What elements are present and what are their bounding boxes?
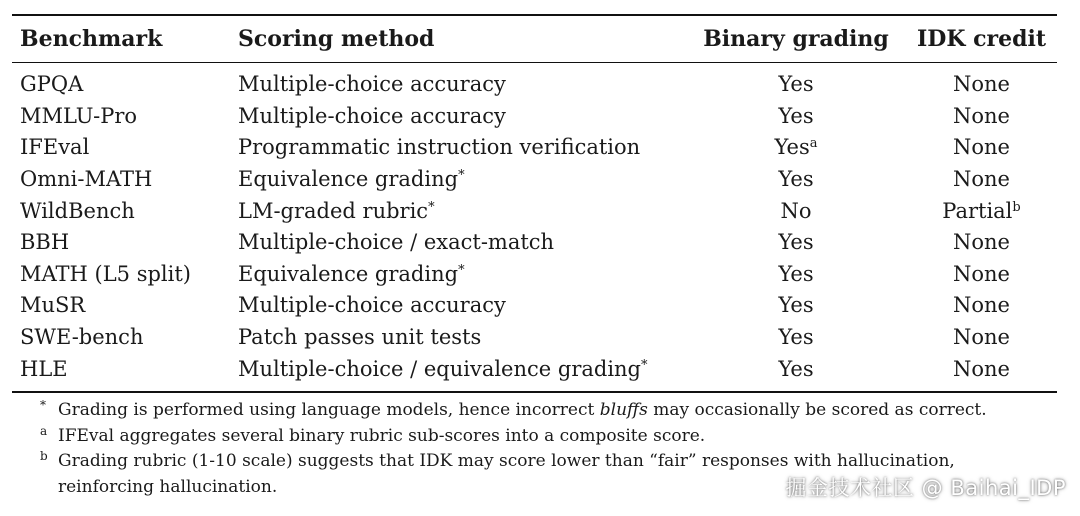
benchmark-table-container xyxy=(12,14,1057,393)
footnote-a xyxy=(40,424,1065,450)
scoring-method-text: Multiple-choice accuracy xyxy=(238,103,506,128)
cell-scoring-method xyxy=(230,290,686,322)
footnote-b-mark: b xyxy=(40,449,48,463)
cell-binary-grading xyxy=(686,164,906,196)
benchmark-name: Omni-MATH xyxy=(20,167,153,192)
binary-grading-value: Yes xyxy=(778,167,814,192)
scoring-method-text: Multiple-choice / equivalence grading xyxy=(238,356,641,381)
cell-binary-grading xyxy=(686,259,906,291)
cell-benchmark xyxy=(12,195,230,227)
header-binary-grading: Binary grading xyxy=(703,26,889,52)
table-body xyxy=(12,63,1057,392)
footnote-star-text-after: may occasionally be scored as correct. xyxy=(647,400,987,420)
table-row xyxy=(12,259,1057,291)
cell-benchmark xyxy=(12,353,230,392)
benchmark-name: BBH xyxy=(20,230,70,255)
cell-idk-credit xyxy=(906,227,1057,259)
cell-binary-grading xyxy=(686,63,906,101)
binary-grading-value: Yes xyxy=(778,325,814,350)
cell-binary-grading xyxy=(686,322,906,354)
cell-scoring-method xyxy=(230,322,686,354)
cell-scoring-method xyxy=(230,101,686,133)
scoring-method-text: Multiple-choice accuracy xyxy=(238,293,506,318)
footnote-a-text: IFEval aggregates several binary rubric sub-scores into a composite score. xyxy=(58,425,706,446)
scoring-method-text: LM-graded rubric xyxy=(238,198,429,223)
cell-binary-grading xyxy=(686,353,906,392)
idk-credit-value: None xyxy=(953,325,1010,350)
scoring-method-text: Patch passes unit tests xyxy=(238,325,482,350)
cell-scoring-method xyxy=(230,259,686,291)
idk-credit-value: None xyxy=(953,293,1010,318)
cell-idk-credit xyxy=(906,290,1057,322)
scoring-method-text: Programmatic instruction verification xyxy=(238,135,641,160)
binary-grading-value: Yes xyxy=(778,230,814,255)
cell-scoring-method xyxy=(230,63,686,101)
cell-scoring-method xyxy=(230,227,686,259)
scoring-method-footnote-mark: * xyxy=(428,199,435,215)
cell-binary-grading xyxy=(686,101,906,133)
idk-credit-value: None xyxy=(953,72,1010,97)
binary-grading-value: Yes xyxy=(778,103,814,128)
table-row xyxy=(12,290,1057,322)
binary-grading-value: No xyxy=(780,198,812,223)
table-row xyxy=(12,195,1057,227)
footnote-b-text-line2: reinforcing hallucination. xyxy=(58,476,278,497)
scoring-method-text: Multiple-choice / exact-match xyxy=(238,230,555,255)
benchmark-name: MATH (L5 split) xyxy=(20,261,191,286)
header-row xyxy=(12,15,1057,63)
binary-grading-value: Yes xyxy=(778,356,814,381)
idk-credit-value: None xyxy=(953,135,1010,160)
footnote-a-mark: a xyxy=(40,423,48,438)
table-row xyxy=(12,164,1057,196)
scoring-method-footnote-mark: * xyxy=(458,262,465,278)
idk-credit-value: None xyxy=(953,167,1010,192)
table-header xyxy=(12,15,1057,63)
watermark: 掘金技术社区 @ Baihai_IDP xyxy=(785,476,1066,500)
table-row xyxy=(12,101,1057,133)
header-idk-credit: IDK credit xyxy=(916,26,1047,52)
benchmark-table xyxy=(12,14,1057,393)
binary-grading-value: Yes xyxy=(778,261,814,286)
cell-benchmark xyxy=(12,63,230,101)
cell-idk-credit xyxy=(906,132,1057,164)
cell-benchmark xyxy=(12,101,230,133)
benchmark-name: IFEval xyxy=(20,135,90,160)
idk-credit-footnote-mark: b xyxy=(1012,199,1021,215)
cell-benchmark xyxy=(12,164,230,196)
header-scoring-method: Scoring method xyxy=(238,26,435,52)
footnote-star-text-before: Grading is performed using language models, hence incorrect xyxy=(58,400,600,420)
cell-scoring-method xyxy=(230,353,686,392)
scoring-method-text: Equivalence grading xyxy=(238,167,459,192)
footnote-b-text-line1: Grading rubric (1-10 scale) suggests that IDK may score lower than “fair” responses with hallucination, xyxy=(58,451,955,471)
cell-scoring-method xyxy=(230,195,686,227)
benchmark-name: HLE xyxy=(20,356,68,381)
cell-idk-credit xyxy=(906,322,1057,354)
idk-credit-value: None xyxy=(953,356,1010,381)
cell-benchmark xyxy=(12,227,230,259)
cell-idk-credit xyxy=(906,101,1057,133)
benchmark-name: GPQA xyxy=(20,72,84,97)
table-row xyxy=(12,227,1057,259)
benchmark-name: SWE-bench xyxy=(20,325,144,350)
cell-idk-credit xyxy=(906,353,1057,392)
table-row xyxy=(12,132,1057,164)
cell-benchmark xyxy=(12,132,230,164)
scoring-method-text: Multiple-choice accuracy xyxy=(238,72,506,97)
scoring-method-footnote-mark: * xyxy=(641,357,648,373)
cell-binary-grading xyxy=(686,195,906,227)
footnote-star-emphasis: bluffs xyxy=(599,400,648,420)
cell-binary-grading xyxy=(686,227,906,259)
header-benchmark: Benchmark xyxy=(20,26,163,52)
idk-credit-value: None xyxy=(953,103,1010,128)
cell-benchmark xyxy=(12,259,230,291)
table-row xyxy=(12,322,1057,354)
benchmark-name: MuSR xyxy=(20,293,86,318)
cell-idk-credit xyxy=(906,195,1057,227)
idk-credit-value: None xyxy=(953,230,1010,255)
cell-benchmark xyxy=(12,322,230,354)
scoring-method-text: Equivalence grading xyxy=(238,261,459,286)
cell-idk-credit xyxy=(906,164,1057,196)
benchmark-name: MMLU-Pro xyxy=(20,103,138,128)
cell-benchmark xyxy=(12,290,230,322)
table-row xyxy=(12,353,1057,392)
idk-credit-value: Partial xyxy=(942,198,1013,223)
binary-grading-value: Yes xyxy=(778,293,814,318)
benchmark-name: WildBench xyxy=(20,198,135,223)
cell-binary-grading xyxy=(686,132,906,164)
cell-scoring-method xyxy=(230,164,686,196)
binary-grading-value: Yes xyxy=(774,135,810,160)
footnote-star-mark: * xyxy=(40,398,46,412)
cell-idk-credit xyxy=(906,259,1057,291)
cell-scoring-method xyxy=(230,132,686,164)
table-row xyxy=(12,63,1057,101)
footnote-star xyxy=(40,398,1065,424)
cell-idk-credit xyxy=(906,63,1057,101)
binary-grading-footnote-mark: a xyxy=(809,136,818,152)
binary-grading-value: Yes xyxy=(778,72,814,97)
scoring-method-footnote-mark: * xyxy=(458,168,465,184)
cell-binary-grading xyxy=(686,290,906,322)
idk-credit-value: None xyxy=(953,261,1010,286)
